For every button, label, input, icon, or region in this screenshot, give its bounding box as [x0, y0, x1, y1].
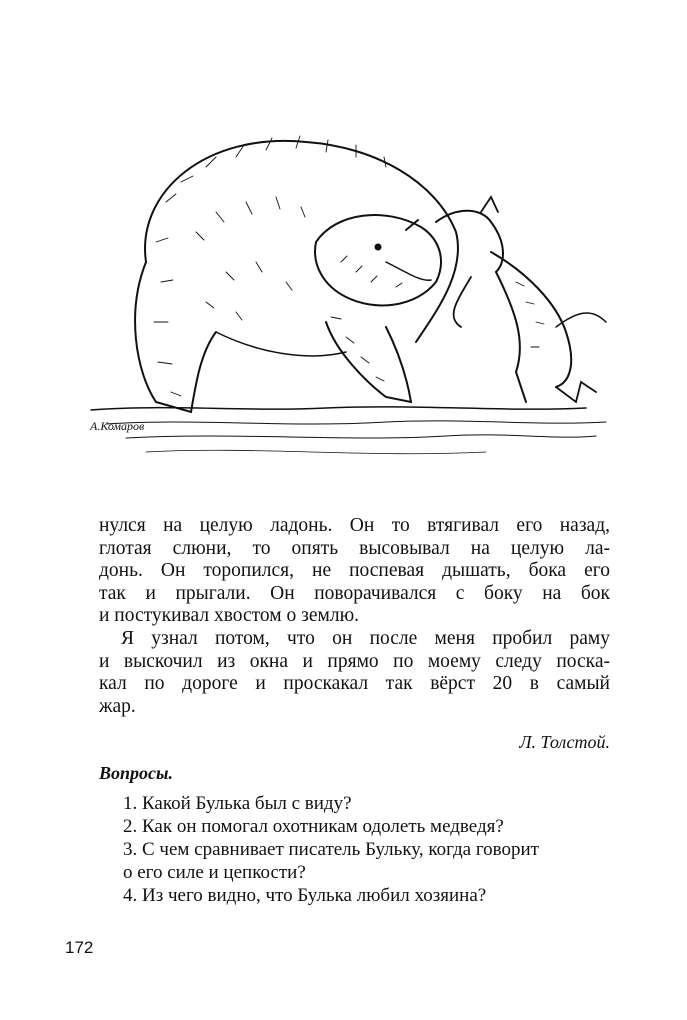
page-number: 172 [65, 938, 94, 957]
paragraph-line: кал по дороге и проскакал так вёрст 20 в самый [99, 673, 610, 695]
author-signature: Л. Толстой. [519, 732, 610, 752]
paragraph-line: нулся на целую ладонь. Он то втягивал его назад, [99, 515, 610, 536]
question-item [123, 792, 593, 815]
questions-list [123, 792, 593, 907]
paragraph-line: так и прыгали. Он поворачивался с боку на бок [99, 582, 610, 604]
question-item [123, 815, 593, 838]
question-item [123, 838, 593, 884]
paragraph-line: Я узнал потом, что он после меня пробил раму [121, 628, 610, 649]
paragraph-1 [99, 515, 610, 628]
question-item [123, 884, 593, 907]
question-text: 1. Какой Булька был с виду? [123, 793, 352, 814]
question-text: 3. С чем сравнивает писатель Бульку, когда говорит [123, 839, 539, 860]
bear-and-dog-illustration [86, 112, 622, 478]
paragraph-line: жар. [99, 695, 136, 717]
paragraph-2 [99, 628, 610, 718]
paragraph-line: донь. Он торопился, не поспевая дышать, бока его [99, 560, 610, 582]
question-continuation: о его силе и цепкости? [123, 862, 306, 883]
question-text: 4. Из чего видно, что Булька любил хозяина? [123, 885, 487, 906]
paragraph-line: и постукивал хвостом о землю. [99, 605, 360, 627]
question-text: 2. Как он помогал охотникам одолеть медведя? [123, 816, 504, 837]
paragraph-line: глотая слюни, то опять высовывал на целую ла- [99, 537, 610, 559]
paragraph-line: и выскочил из окна и прямо по моему следу поска- [99, 650, 610, 672]
questions-heading: Вопросы. [99, 763, 173, 783]
illustration-signature: А.Комаров [90, 419, 145, 433]
